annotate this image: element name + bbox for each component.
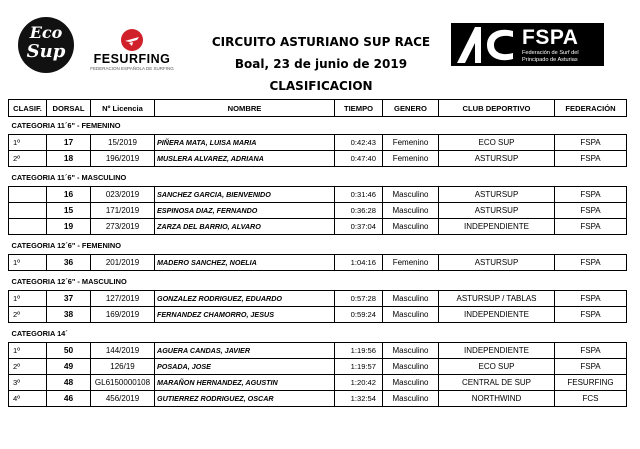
cell-gender: Femenino (383, 135, 439, 151)
cell-dorsal: 16 (47, 187, 91, 203)
cell-federation: FSPA (555, 203, 627, 219)
cell-federation: FSPA (555, 343, 627, 359)
fspa-logo (451, 23, 604, 66)
column-header: DORSAL (47, 100, 91, 117)
cell-time: 1:32:54 (335, 391, 383, 407)
eco-sup-logo (18, 17, 74, 73)
cell-time: 1:04:16 (335, 255, 383, 271)
column-header: Nº Licencia (91, 100, 155, 117)
table-row (9, 343, 627, 359)
fspa-logo-sub-line2: Principado de Asturias (522, 56, 578, 63)
cell-gender: Masculino (383, 391, 439, 407)
cell-time: 0:31:46 (335, 187, 383, 203)
cell-gender: Masculino (383, 375, 439, 391)
category-row (9, 273, 627, 291)
cell-position: 1º (9, 255, 47, 271)
cell-license: 273/2019 (91, 219, 155, 235)
table-row (9, 391, 627, 407)
cell-name: SANCHEZ GARCIA, BIENVENIDO (155, 187, 335, 203)
fspa-logo-sub (522, 50, 579, 63)
cell-license: 456/2019 (91, 391, 155, 407)
cell-position: 2º (9, 359, 47, 375)
fspa-mark-icon (451, 23, 517, 66)
cell-time: 0:36:28 (335, 203, 383, 219)
cell-club: NORTHWIND (439, 391, 555, 407)
column-header: CLUB DEPORTIVO (439, 100, 555, 117)
fesurfing-logo (88, 28, 176, 84)
cell-federation: FSPA (555, 307, 627, 323)
fesurfing-logo-sub: FEDERACION ESPAÑOLA DE SURFING (90, 66, 174, 71)
table-row (9, 307, 627, 323)
cell-position: 1º (9, 343, 47, 359)
fesurfing-mark-icon (120, 28, 144, 52)
cell-license: 127/2019 (91, 291, 155, 307)
table-row (9, 219, 627, 235)
cell-dorsal: 46 (47, 391, 91, 407)
column-header: FEDERACIÓN (555, 100, 627, 117)
cell-club: INDEPENDIENTE (439, 307, 555, 323)
cell-club: ASTURSUP (439, 203, 555, 219)
category-row (9, 117, 627, 135)
cell-name: AGUERA CANDAS, JAVIER (155, 343, 335, 359)
cell-federation: FSPA (555, 359, 627, 375)
cell-gender: Masculino (383, 187, 439, 203)
category-title: CATEGORIA 11´6" - FEMENINO (11, 121, 121, 130)
cell-club: INDEPENDIENTE (439, 343, 555, 359)
cell-license: 023/2019 (91, 187, 155, 203)
eco-logo-line1: Eco (29, 23, 63, 42)
cell-federation: FESURFING (555, 375, 627, 391)
cell-position: 3º (9, 375, 47, 391)
cell-dorsal: 15 (47, 203, 91, 219)
cell-position: 4º (9, 391, 47, 407)
results-table (8, 99, 627, 407)
cell-time: 0:57:28 (335, 291, 383, 307)
cell-position (9, 203, 47, 219)
cell-club: INDEPENDIENTE (439, 219, 555, 235)
cell-time: 1:20:42 (335, 375, 383, 391)
event-title: CIRCUITO ASTURIANO SUP RACE (211, 35, 431, 49)
cell-time: 0:59:24 (335, 307, 383, 323)
category-row (9, 169, 627, 187)
table-row (9, 151, 627, 167)
cell-position: 1º (9, 291, 47, 307)
cell-dorsal: 50 (47, 343, 91, 359)
cell-time: 0:42:43 (335, 135, 383, 151)
table-row (9, 359, 627, 375)
table-row (9, 255, 627, 271)
cell-gender: Masculino (383, 359, 439, 375)
cell-gender: Masculino (383, 203, 439, 219)
cell-name: GUTIERREZ RODRIGUEZ, OSCAR (155, 391, 335, 407)
cell-license: GL6150000108 (91, 375, 155, 391)
cell-gender: Femenino (383, 151, 439, 167)
cell-time: 0:47:40 (335, 151, 383, 167)
category-row (9, 325, 627, 343)
table-row (9, 375, 627, 391)
category-title: CATEGORIA 11´6" - MASCULINO (11, 173, 127, 182)
cell-name: GONZALEZ RODRIGUEZ, EDUARDO (155, 291, 335, 307)
cell-name: PIÑERA MATA, LUISA MARIA (155, 135, 335, 151)
cell-license: 196/2019 (91, 151, 155, 167)
column-header: CLASIF. (9, 100, 47, 117)
cell-gender: Masculino (383, 219, 439, 235)
cell-dorsal: 37 (47, 291, 91, 307)
column-header: NOMBRE (155, 100, 335, 117)
table-row (9, 187, 627, 203)
cell-dorsal: 38 (47, 307, 91, 323)
cell-federation: FCS (555, 391, 627, 407)
table-row (9, 291, 627, 307)
cell-dorsal: 18 (47, 151, 91, 167)
cell-license: 171/2019 (91, 203, 155, 219)
eco-logo-line2: Sup (26, 41, 66, 62)
cell-federation: FSPA (555, 135, 627, 151)
cell-club: ASTURSUP (439, 187, 555, 203)
cell-gender: Femenino (383, 255, 439, 271)
cell-club: ASTURSUP (439, 255, 555, 271)
cell-name: MADERO SANCHEZ, NOELIA (155, 255, 335, 271)
cell-name: MUSLERA ALVAREZ, ADRIANA (155, 151, 335, 167)
column-header: TIEMPO (335, 100, 383, 117)
cell-gender: Masculino (383, 307, 439, 323)
cell-club: CENTRAL DE SUP (439, 375, 555, 391)
table-row (9, 135, 627, 151)
cell-license: 169/2019 (91, 307, 155, 323)
category-title: CATEGORIA 12´6" - FEMENINO (11, 241, 121, 250)
cell-name: ZARZA DEL BARRIO, ALVARO (155, 219, 335, 235)
classification-title: CLASIFICACION (269, 79, 373, 93)
cell-dorsal: 49 (47, 359, 91, 375)
cell-club: ECO SUP (439, 135, 555, 151)
cell-position: 2º (9, 151, 47, 167)
cell-club: ASTURSUP (439, 151, 555, 167)
table-row (9, 203, 627, 219)
cell-federation: FSPA (555, 291, 627, 307)
cell-dorsal: 17 (47, 135, 91, 151)
cell-gender: Masculino (383, 291, 439, 307)
event-date: Boal, 23 de junio de 2019 (234, 57, 408, 71)
cell-position (9, 219, 47, 235)
cell-dorsal: 19 (47, 219, 91, 235)
cell-license: 201/2019 (91, 255, 155, 271)
cell-time: 1:19:56 (335, 343, 383, 359)
cell-time: 0:37:04 (335, 219, 383, 235)
cell-federation: FSPA (555, 187, 627, 203)
cell-name: ESPINOSA DIAZ, FERNANDO (155, 203, 335, 219)
cell-federation: FSPA (555, 151, 627, 167)
cell-name: FERNANDEZ CHAMORRO, JESUS (155, 307, 335, 323)
cell-dorsal: 48 (47, 375, 91, 391)
cell-time: 1:19:57 (335, 359, 383, 375)
fspa-logo-sub-line1: Federación de Surf del (522, 50, 579, 56)
cell-federation: FSPA (555, 219, 627, 235)
fesurfing-logo-name: FESURFING (93, 52, 171, 66)
category-title: CATEGORIA 14´ (11, 329, 68, 338)
cell-position: 2º (9, 307, 47, 323)
fspa-logo-name: FSPA (522, 26, 579, 49)
cell-name: POSADA, JOSE (155, 359, 335, 375)
cell-license: 126/19 (91, 359, 155, 375)
cell-club: ECO SUP (439, 359, 555, 375)
category-row (9, 237, 627, 255)
table-header-row (9, 100, 627, 117)
cell-gender: Masculino (383, 343, 439, 359)
document-header (190, 32, 452, 96)
cell-license: 144/2019 (91, 343, 155, 359)
cell-position: 1º (9, 135, 47, 151)
cell-federation: FSPA (555, 255, 627, 271)
column-header: GENERO (383, 100, 439, 117)
cell-license: 15/2019 (91, 135, 155, 151)
cell-club: ASTURSUP / TABLAS (439, 291, 555, 307)
cell-name: MARAÑON HERNANDEZ, AGUSTIN (155, 375, 335, 391)
cell-dorsal: 36 (47, 255, 91, 271)
category-title: CATEGORIA 12´6" - MASCULINO (11, 277, 127, 286)
cell-position (9, 187, 47, 203)
